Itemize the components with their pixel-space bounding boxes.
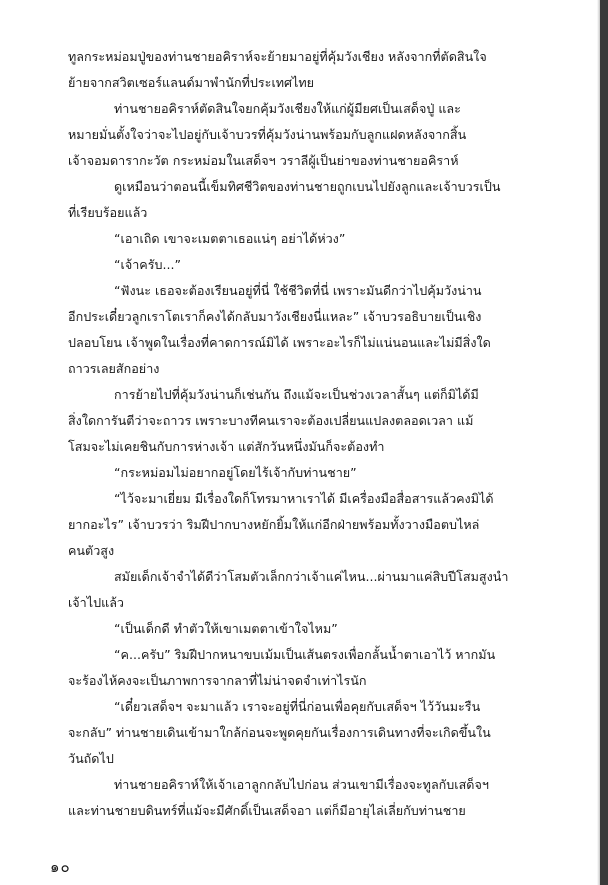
text-line: ดูเหมือนว่าตอนนี้เข็มทิศชีวิตของท่านชายถูกเบนไปยังลูกและเจ้าบวรเป็น [114, 179, 501, 194]
page-edge [600, 0, 608, 885]
paragraph [68, 460, 538, 486]
text-line: ยากอะไร” เจ้าบวรว่า ริมฝีปากบางหยักยิ้มให้แก่อีกฝ่ายพร้อมทั้งวางมือตบไหล่ [68, 517, 480, 532]
paragraph [68, 486, 538, 564]
paragraph [68, 772, 538, 824]
text-line: “เจ้าครับ...” [114, 257, 181, 272]
text-line: “ค...ครับ” ริมฝีปากหนาขบเม้มเป็นเส้นตรงเพื่อกลั้นน้ำตาเอาไว้ หากมัน [114, 647, 496, 662]
text-line: ทูลกระหม่อมปู่ของท่านชายอคิราห์จะย้ายมาอยู่ที่คุ้มวังเชียง หลังจากที่ตัดสินใจ [68, 49, 487, 64]
text-line: อีกประเดี๋ยวลูกเราโตเราก็คงได้กลับมาวังเชียงนี่แหละ” เจ้าบวรอธิบายเป็นเชิง [68, 309, 482, 324]
paragraph [68, 694, 538, 772]
text-line: วันถัดไป [68, 751, 114, 766]
paragraph [68, 278, 538, 382]
text-line: “ฟังนะ เธอจะต้องเรียนอยู่ที่นี่ ใช้ชีวิตที่นี่ เพราะมันดีกว่าไปคุ้มวังน่าน [114, 283, 482, 298]
text-line: ปลอบโยน เจ้าพูดในเรื่องที่คาดการณ์มิได้ เพราะอะไรก็ไม่แน่นอนและไม่มีสิ่งใด [68, 335, 491, 350]
paragraph [68, 382, 538, 460]
paragraph [68, 564, 538, 616]
text-line: จะร้องไห้คงจะเป็นภาพการจากลาที่ไม่น่าจดจำเท่าไรนัก [68, 673, 367, 688]
paragraph [68, 616, 538, 642]
text-line: คนตัวสูง [68, 543, 115, 558]
paragraph [68, 96, 538, 174]
page-number: ๑๐ [50, 858, 71, 876]
paragraph [68, 642, 538, 694]
text-line: สิ่งใดการันตีว่าจะถาวร เพราะบางทีคนเราจะต้องเปลี่ยนแปลงตลอดเวลา แม้ [68, 413, 474, 428]
text-line: “ไว้จะมาเยี่ยม มีเรื่องใดก็โทรมาหาเราได้ มีเครื่องมือสื่อสารแล้วคงมิได้ [114, 491, 494, 506]
text-line: ถาวรเลยสักอย่าง [68, 361, 160, 376]
text-line: ท่านชายอคิราห์ตัดสินใจยกคุ้มวังเชียงให้แก่ผู้มียศเป็นเสด็จปู่ และ [114, 101, 461, 116]
text-line: หมายมั่นตั้งใจว่าจะไปอยู่กับเจ้าบวรที่คุ้มวังน่านพร้อมกับลูกแฝดหลังจากสิ้น [68, 127, 467, 142]
text-line: “เดี๋ยวเสด็จฯ จะมาแล้ว เราจะอยู่ที่นี่ก่อนเพื่อคุยกับเสด็จฯ ไว้วันมะรืน [114, 699, 481, 714]
text-line: ท่านชายอคิราห์ให้เจ้าเอาลูกกลับไปก่อน ส่วนเขามีเรื่องจะทูลกับเสด็จฯ [114, 777, 489, 792]
paragraph [68, 252, 538, 278]
text-line: “เป็นเด็กดี ทำตัวให้เขาเมตตาเข้าใจไหม” [114, 621, 338, 636]
paragraph [68, 174, 538, 226]
text-line: จะกลับ” ท่านชายเดินเข้ามาใกล้ก่อนจะพูดคุยกันเรื่องการเดินทางที่จะเกิดขึ้นใน [68, 725, 491, 740]
text-line: การย้ายไปที่คุ้มวังน่านก็เช่นกัน ถึงแม้จะเป็นช่วงเวลาสั้นๆ แต่ก็มิได้มี [114, 387, 479, 402]
paragraph [68, 44, 538, 96]
text-line: โสมจะไม่เคยชินกับการห่างเจ้า แต่สักวันหนึ่งมันก็จะต้องทำ [68, 439, 385, 454]
text-line: เจ้าไปแล้ว [68, 595, 124, 610]
paragraph [68, 226, 538, 252]
text-line: ที่เรียบร้อยแล้ว [68, 205, 148, 220]
text-line: ย้ายจากสวิตเซอร์แลนด์มาพำนักที่ประเทศไทย [68, 75, 315, 90]
text-line: และท่านชายบดินทร์ที่แม้จะมีศักดิ์เป็นเสด็จอา แต่ก็มีอายุไล่เลี่ยกับท่านชาย [68, 803, 466, 818]
text-line: “เอาเถิด เขาจะเมตตาเธอแน่ๆ อย่าได้ห่วง” [114, 231, 346, 246]
text-line: สมัยเด็กเจ้าจำได้ดีว่าโสมตัวเล็กกว่าเจ้าแค่ไหน...ผ่านมาแค่สิบปีโสมสูงนำ [114, 569, 509, 584]
page-body [68, 44, 538, 824]
text-line: “กระหม่อมไม่อยากอยู่โดยไร้เจ้ากับท่านชาย” [114, 465, 357, 480]
text-line: เจ้าจอมดารากะวัต กระหม่อมในเสด็จฯ วราลีผู้เป็นย่าของท่านชายอคิราห์ [68, 153, 459, 168]
